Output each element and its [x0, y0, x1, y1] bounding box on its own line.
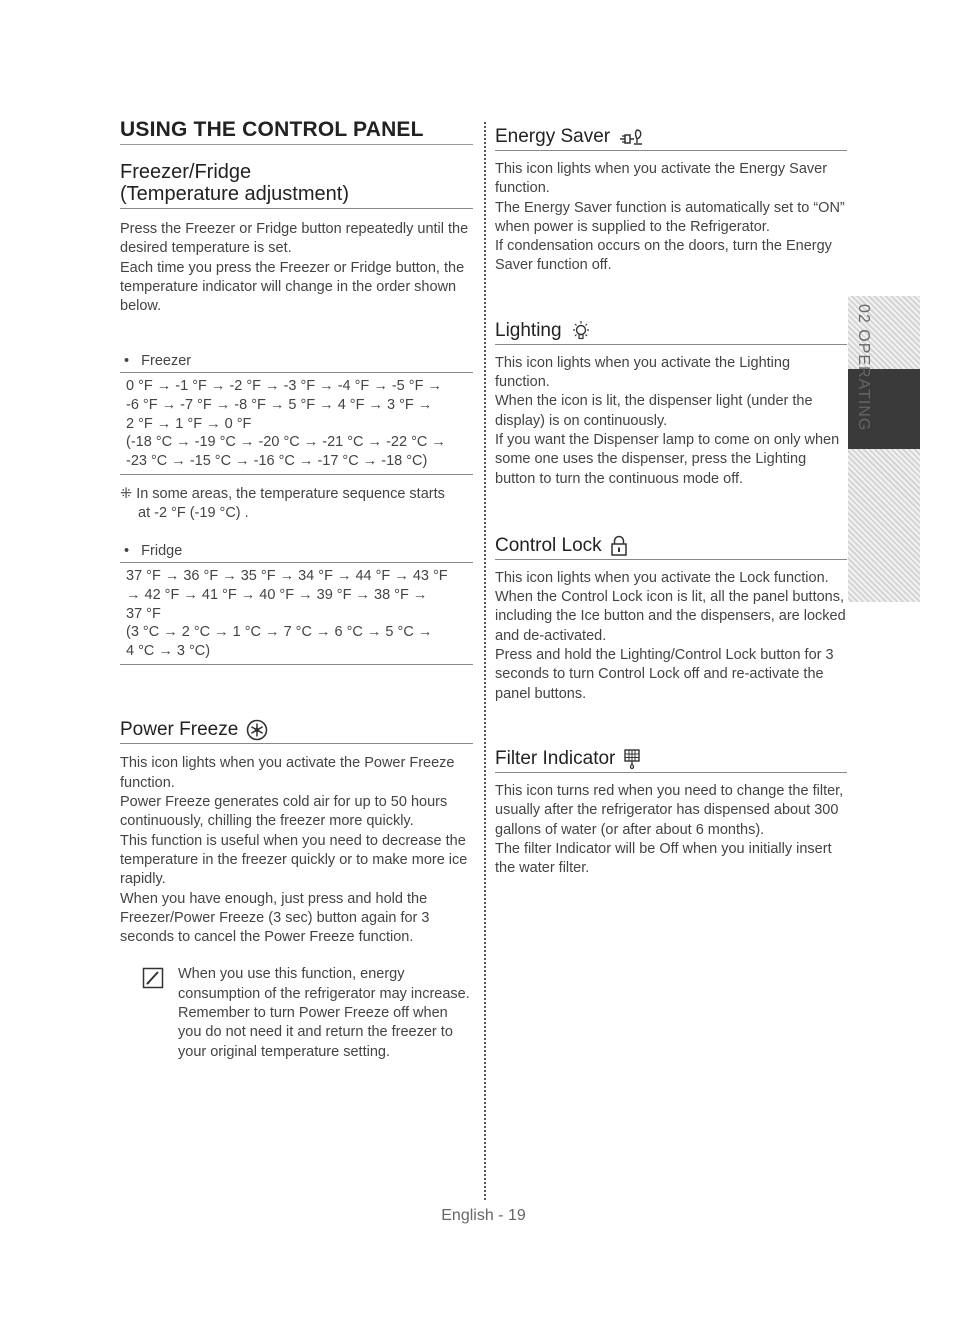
- freezer-sequence-line: 0 °F → -1 °F → -2 °F → -3 °F → -4 °F → -5 °F →: [126, 378, 442, 395]
- energy-saver-section: [495, 126, 847, 276]
- lighting-heading: [495, 320, 847, 345]
- temperature-paragraph: Press the Freezer or Fridge button repeatedly until the desired temperature is set.: [120, 221, 469, 257]
- control-lock-heading: [495, 535, 847, 560]
- filter-indicator-heading: [495, 748, 847, 773]
- freezer-sequence-line: 2 °F → 1 °F → 0 °F: [126, 415, 252, 432]
- lighting-paragraph: When the icon is lit, the dispenser light (under the display) is on continuously.: [495, 393, 813, 429]
- control-lock-paragraph: Press and hold the Lighting/Control Lock button for 3 seconds to turn Control Lock off and re-activate the panel buttons.: [495, 647, 834, 702]
- power-freeze-heading: [120, 719, 473, 744]
- freezer-sequence-line: -23 °C → -15 °C → -16 °C → -17 °C → -18 °C): [126, 452, 428, 469]
- freezer-bullet: • Freezer: [120, 353, 473, 373]
- filter-indicator-paragraph: This icon turns red when you need to change the filter, usually after the refrigerator has dispensed about 300 gallons of water (or after about 6 months).: [495, 782, 844, 838]
- fridge-label: Fridge: [141, 543, 183, 560]
- energy-saver-paragraph: If condensation occurs on the doors, turn the Energy Saver function off.: [495, 238, 832, 274]
- power-freeze-note-paragraph: When you use this function, energy consumption of the refrigerator may increase.: [178, 966, 470, 1002]
- fridge-sequence-line: → 42 °F → 41 °F → 40 °F → 39 °F → 38 °F →: [126, 587, 428, 604]
- fridge-sequence-line: (3 °C → 2 °C → 1 °C → 7 °C → 6 °C → 5 °C →: [126, 624, 433, 641]
- power-freeze-title: Power Freeze: [120, 719, 239, 741]
- control-lock-section: [495, 535, 847, 704]
- fridge-sequence-line: 4 °C → 3 °C): [126, 642, 211, 659]
- freezer-note-line2: at -2 °F (-19 °C) .: [138, 505, 249, 522]
- right-column: [495, 118, 847, 878]
- freezer-note: [120, 485, 473, 523]
- power-freeze-note: [120, 965, 473, 1061]
- lock-icon: [610, 535, 628, 557]
- power-freeze-icon: [246, 719, 268, 741]
- fridge-sequence-line: 37 °F → 36 °F → 35 °F → 34 °F → 44 °F → 43 °F: [126, 568, 448, 585]
- lighting-paragraph: If you want the Dispenser lamp to come on only when some one uses the dispenser, press the Lighting button to turn the continuous mode off.: [495, 431, 840, 487]
- energy-saver-heading: [495, 126, 847, 151]
- lightbulb-icon: [570, 320, 592, 342]
- lighting-section: [495, 320, 847, 489]
- power-freeze-paragraph: This function is useful when you need to decrease the temperature in the freezer quickly or to make more ice rapidly.: [120, 832, 468, 888]
- power-freeze-paragraph: This icon lights when you activate the Power Freeze function.: [120, 755, 455, 791]
- page-footer: English - 19: [441, 1207, 526, 1224]
- left-column: [120, 118, 473, 1062]
- energy-saver-paragraph: The Energy Saver function is automatically set to “ON” when power is supplied to the Refrigerator.: [495, 199, 845, 235]
- fridge-sequence-line: 37 °F: [126, 605, 161, 622]
- power-freeze-paragraph: When you have enough, just press and hold the Freezer/Power Freeze (3 sec) button again for 3 seconds to cancel the Power Freeze function.: [120, 890, 430, 946]
- control-lock-paragraph: When the Control Lock icon is lit, all the panel buttons, including the Ice button and the dispensers, are locked and de-activated.: [495, 589, 846, 644]
- fridge-bullet: • Fridge: [120, 543, 473, 563]
- temperature-heading: [120, 161, 473, 209]
- control-lock-title: Control Lock: [495, 534, 602, 556]
- energy-saver-paragraph: This icon lights when you activate the Energy Saver function.: [495, 161, 828, 197]
- page-title: USING THE CONTROL PANEL: [120, 118, 473, 145]
- freezer-sequence-line: (-18 °C → -19 °C → -20 °C → -21 °C → -22 °C →: [126, 434, 446, 451]
- temperature-section: [120, 161, 473, 665]
- freezer-note-line1: In some areas, the temperature sequence starts: [136, 486, 445, 503]
- temperature-paragraph: Each time you press the Freezer or Fridge button, the temperature indicator will change in the order shown below.: [120, 259, 465, 315]
- filter-indicator-paragraph: The filter Indicator will be Off when you initially insert the water filter.: [495, 840, 832, 877]
- side-tab-label: 02 OPERATING: [855, 304, 872, 432]
- energy-saver-title: Energy Saver: [495, 126, 611, 147]
- freezer-note-icon: ⁜: [120, 486, 133, 503]
- temperature-heading-line1: Freezer/Fridge: [120, 161, 252, 183]
- control-lock-paragraph: This icon lights when you activate the Lock function.: [495, 569, 829, 586]
- filter-indicator-section: [495, 748, 847, 878]
- temperature-heading-line2: (Temperature adjustment): [120, 183, 349, 205]
- power-freeze-paragraph: Power Freeze generates cold air for up to 50 hours continuously, chilling the freezer more quickly.: [120, 794, 448, 830]
- note-pencil-icon: [142, 967, 164, 1061]
- power-freeze-section: [120, 719, 473, 1061]
- freezer-label: Freezer: [141, 353, 192, 370]
- power-freeze-note-paragraph: Remember to turn Power Freeze off when you do not need it and return the freezer to your original temperature setting.: [178, 1004, 453, 1060]
- column-divider: [484, 122, 486, 1200]
- lighting-title: Lighting: [495, 319, 562, 341]
- fridge-sequence: [120, 563, 473, 665]
- filter-icon: [623, 748, 641, 770]
- lighting-paragraph: This icon lights when you activate the Lighting function.: [495, 354, 791, 391]
- freezer-sequence-line: -6 °F → -7 °F → -8 °F → 5 °F → 4 °F → 3 °F →: [126, 397, 433, 414]
- freezer-sequence: [120, 373, 473, 475]
- filter-indicator-title: Filter Indicator: [495, 747, 616, 769]
- energy-saver-plug-icon: [618, 127, 644, 147]
- side-chapter-tab: [848, 296, 920, 602]
